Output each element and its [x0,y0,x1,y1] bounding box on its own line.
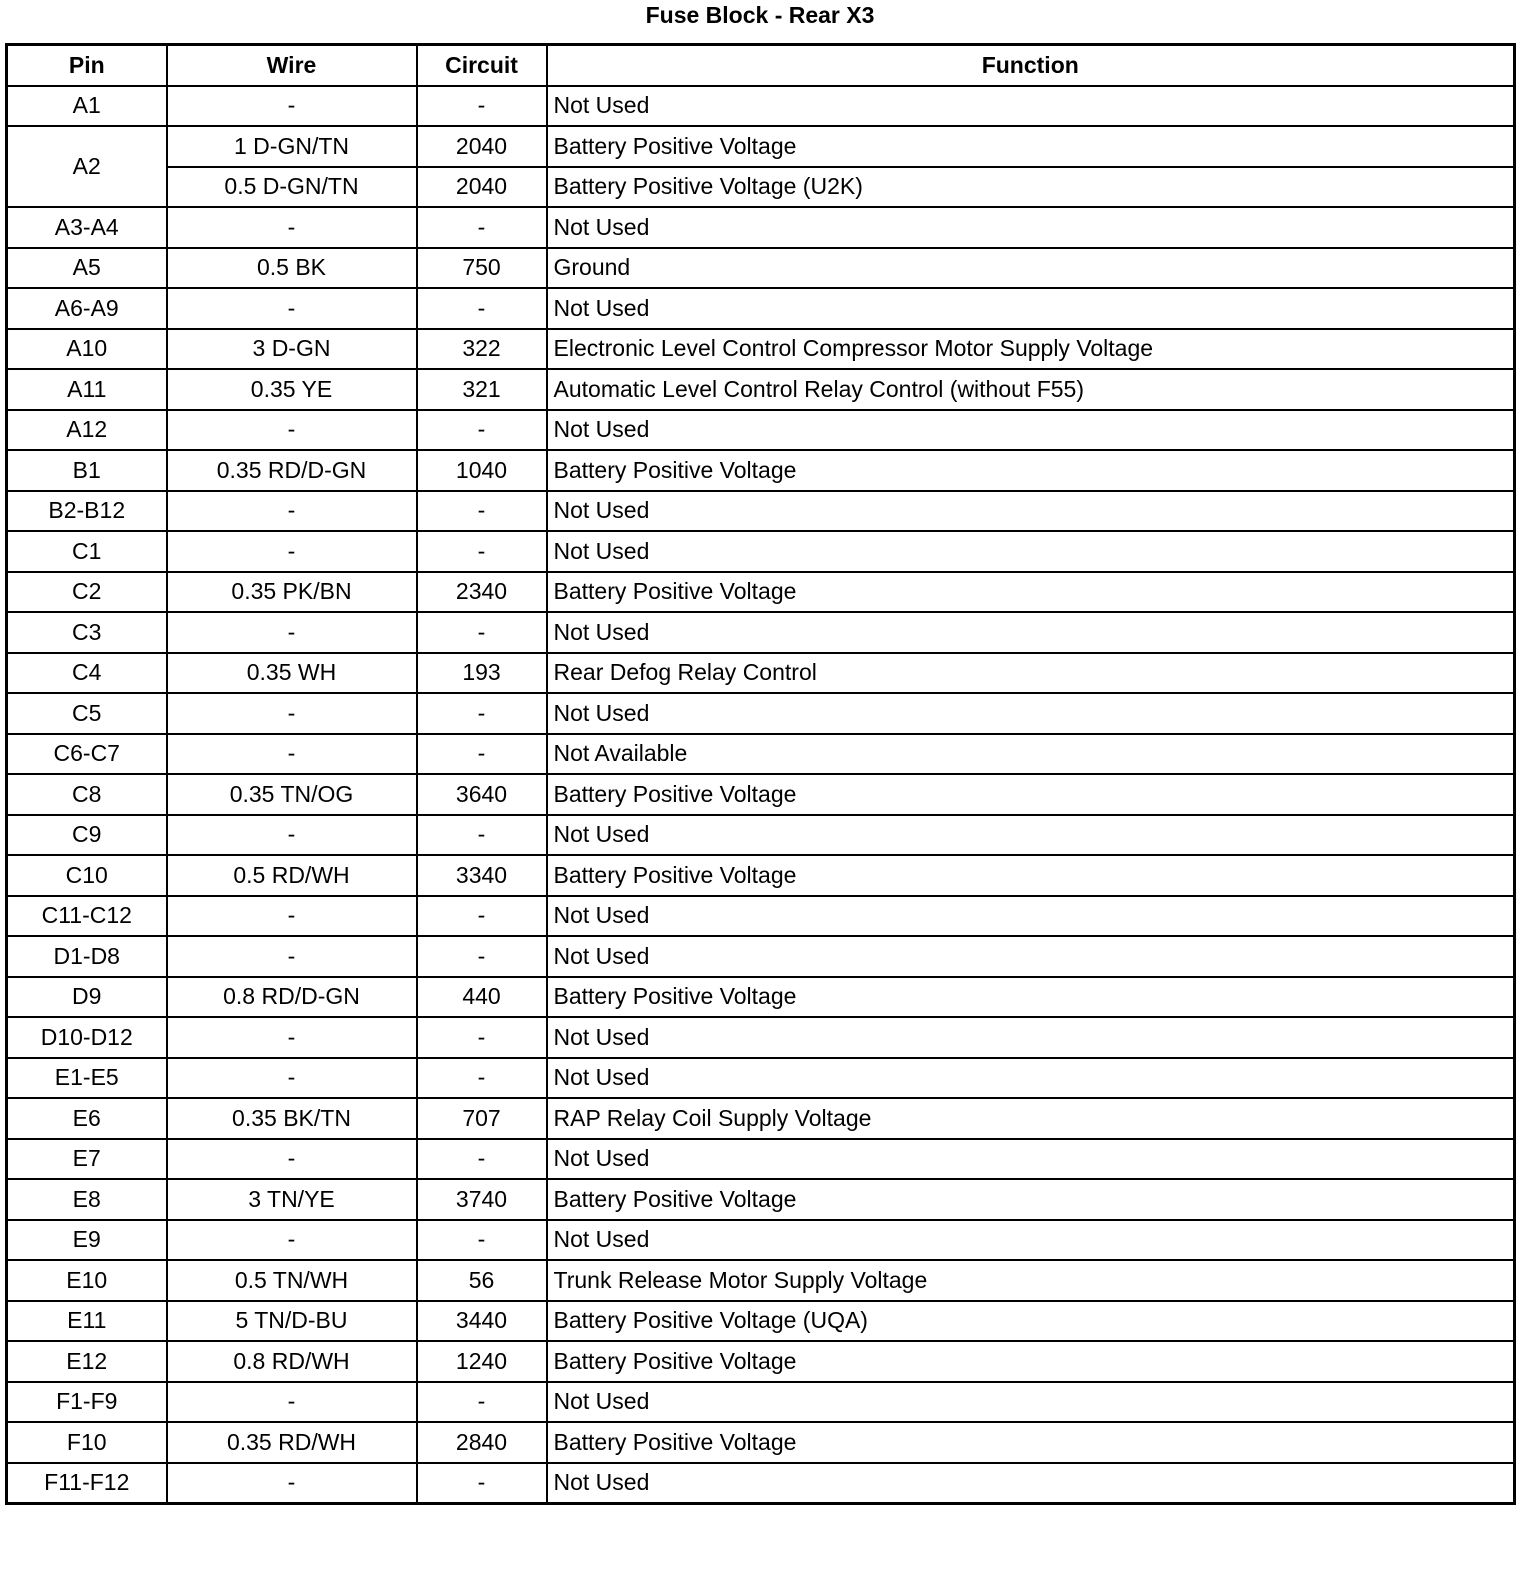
function-cell: Not Available [547,734,1515,775]
wire-cell: 0.35 YE [167,369,417,410]
function-cell: Battery Positive Voltage [547,572,1515,613]
circuit-cell: - [417,1058,547,1099]
pin-cell: C9 [7,815,167,856]
pin-cell: A5 [7,248,167,289]
pin-cell: C5 [7,693,167,734]
circuit-cell: - [417,1220,547,1261]
function-cell: Not Used [547,693,1515,734]
wire-cell: - [167,1058,417,1099]
function-cell: Not Used [547,531,1515,572]
pinout-table [5,43,1516,1505]
wire-cell: - [167,491,417,532]
circuit-cell: 3340 [417,855,547,896]
function-cell: Not Used [547,612,1515,653]
function-cell: Not Used [547,1463,1515,1504]
pin-cell: E1-E5 [7,1058,167,1099]
wire-cell: 0.5 RD/WH [167,855,417,896]
table-row [7,329,1515,370]
circuit-cell: - [417,936,547,977]
header-circuit: Circuit [417,45,547,86]
wire-cell: - [167,410,417,451]
circuit-cell: 750 [417,248,547,289]
function-cell: Not Used [547,491,1515,532]
circuit-cell: 2340 [417,572,547,613]
wire-cell: - [167,207,417,248]
pin-cell: C6-C7 [7,734,167,775]
pin-cell: E9 [7,1220,167,1261]
pin-cell: A10 [7,329,167,370]
function-cell: Not Used [547,1382,1515,1423]
function-cell: Automatic Level Control Relay Control (without F55) [547,369,1515,410]
function-cell: Not Used [547,1017,1515,1058]
circuit-cell: 322 [417,329,547,370]
table-row [7,207,1515,248]
table-row [7,1058,1515,1099]
wire-cell: 3 D-GN [167,329,417,370]
circuit-cell: - [417,410,547,451]
circuit-cell: - [417,1463,547,1504]
circuit-cell: 2840 [417,1422,547,1463]
function-cell: Not Used [547,207,1515,248]
table-row [7,1260,1515,1301]
table-row [7,1017,1515,1058]
pin-cell: C11-C12 [7,896,167,937]
wire-cell: 0.8 RD/D-GN [167,977,417,1018]
table-row [7,1341,1515,1382]
wire-cell: 0.8 RD/WH [167,1341,417,1382]
circuit-cell: - [417,612,547,653]
pin-cell: C4 [7,653,167,694]
function-cell: Not Used [547,936,1515,977]
function-cell: Electronic Level Control Compressor Motor Supply Voltage [547,329,1515,370]
header-function: Function [547,45,1515,86]
function-cell: Battery Positive Voltage [547,1422,1515,1463]
wire-cell: 0.35 BK/TN [167,1098,417,1139]
header-pin: Pin [7,45,167,86]
table-row [7,1301,1515,1342]
table-row [7,693,1515,734]
pin-cell: E12 [7,1341,167,1382]
circuit-cell: 321 [417,369,547,410]
pin-cell: B2-B12 [7,491,167,532]
function-cell: Battery Positive Voltage [547,126,1515,167]
wire-cell: 0.35 TN/OG [167,774,417,815]
wire-cell: - [167,896,417,937]
pin-cell: E7 [7,1139,167,1180]
circuit-cell: - [417,1139,547,1180]
table-row [7,491,1515,532]
function-cell: Not Used [547,815,1515,856]
function-cell: Battery Positive Voltage [547,774,1515,815]
function-cell: Not Used [547,896,1515,937]
function-cell: Rear Defog Relay Control [547,653,1515,694]
table-row [7,936,1515,977]
pin-cell: E8 [7,1179,167,1220]
wire-cell: - [167,1139,417,1180]
wire-cell: 0.5 TN/WH [167,1260,417,1301]
function-cell: Not Used [547,288,1515,329]
circuit-cell: 193 [417,653,547,694]
circuit-cell: 2040 [417,167,547,208]
pin-cell: E10 [7,1260,167,1301]
circuit-cell: - [417,288,547,329]
function-cell: Trunk Release Motor Supply Voltage [547,1260,1515,1301]
function-cell: Battery Positive Voltage (UQA) [547,1301,1515,1342]
table-row [7,774,1515,815]
pin-cell: B1 [7,450,167,491]
wire-cell: 0.35 WH [167,653,417,694]
circuit-cell: - [417,491,547,532]
circuit-cell: 3640 [417,774,547,815]
circuit-cell: - [417,531,547,572]
wire-cell: 0.35 PK/BN [167,572,417,613]
circuit-cell: 707 [417,1098,547,1139]
table-row [7,288,1515,329]
wire-cell: - [167,1017,417,1058]
function-cell: Battery Positive Voltage [547,1179,1515,1220]
circuit-cell: 2040 [417,126,547,167]
function-cell: Battery Positive Voltage [547,450,1515,491]
function-cell: Not Used [547,1058,1515,1099]
table-row [7,855,1515,896]
pin-cell: C10 [7,855,167,896]
pin-cell: E11 [7,1301,167,1342]
table-body [7,86,1515,1504]
pin-cell: D9 [7,977,167,1018]
wire-cell: - [167,612,417,653]
circuit-cell: - [417,896,547,937]
wire-cell: 3 TN/YE [167,1179,417,1220]
pin-cell: C2 [7,572,167,613]
pin-cell: C3 [7,612,167,653]
function-cell: Ground [547,248,1515,289]
table-row [7,369,1515,410]
table-row [7,1179,1515,1220]
circuit-cell: - [417,693,547,734]
function-cell: Not Used [547,86,1515,127]
pin-cell: D1-D8 [7,936,167,977]
function-cell: Battery Positive Voltage (U2K) [547,167,1515,208]
function-cell: Not Used [547,1220,1515,1261]
function-cell: Not Used [547,410,1515,451]
table-row [7,126,1515,167]
function-cell: Battery Positive Voltage [547,1341,1515,1382]
circuit-cell: - [417,207,547,248]
table-row [7,450,1515,491]
pin-cell: A12 [7,410,167,451]
wire-cell: 0.5 BK [167,248,417,289]
table-row [7,734,1515,775]
pin-cell: C1 [7,531,167,572]
pin-cell: A1 [7,86,167,127]
pin-cell: F1-F9 [7,1382,167,1423]
pin-cell: E6 [7,1098,167,1139]
circuit-cell: 3740 [417,1179,547,1220]
table-row [7,977,1515,1018]
circuit-cell: 1040 [417,450,547,491]
table-row [7,1463,1515,1504]
table-row [7,896,1515,937]
table-header-row [7,45,1515,86]
function-cell: Battery Positive Voltage [547,977,1515,1018]
circuit-cell: 3440 [417,1301,547,1342]
table-row [7,653,1515,694]
table-row [7,1098,1515,1139]
function-cell: RAP Relay Coil Supply Voltage [547,1098,1515,1139]
circuit-cell: - [417,815,547,856]
circuit-cell: 1240 [417,1341,547,1382]
wire-cell: - [167,734,417,775]
table-row [7,248,1515,289]
wire-cell: 0.35 RD/D-GN [167,450,417,491]
table-row [7,410,1515,451]
table-row [7,1139,1515,1180]
pin-cell: A11 [7,369,167,410]
wire-cell: - [167,693,417,734]
pin-cell: F11-F12 [7,1463,167,1504]
header-wire: Wire [167,45,417,86]
wire-cell: 0.35 RD/WH [167,1422,417,1463]
pin-cell: F10 [7,1422,167,1463]
circuit-cell: - [417,1017,547,1058]
circuit-cell: 56 [417,1260,547,1301]
table-row [7,531,1515,572]
wire-cell: - [167,1382,417,1423]
function-cell: Battery Positive Voltage [547,855,1515,896]
wire-cell: 1 D-GN/TN [167,126,417,167]
pin-cell: D10-D12 [7,1017,167,1058]
wire-cell: - [167,1220,417,1261]
function-cell: Not Used [547,1139,1515,1180]
wire-cell: 5 TN/D-BU [167,1301,417,1342]
circuit-cell: 440 [417,977,547,1018]
table-row [7,1422,1515,1463]
table-row [7,1220,1515,1261]
document-title: Fuse Block - Rear X3 [645,2,875,28]
wire-cell: - [167,86,417,127]
circuit-cell: - [417,1382,547,1423]
circuit-cell: - [417,86,547,127]
wire-cell: - [167,815,417,856]
wire-cell: - [167,288,417,329]
table-row [7,612,1515,653]
wire-cell: - [167,531,417,572]
wire-cell: - [167,936,417,977]
pin-cell: A2 [7,126,167,207]
table-row [7,167,1515,208]
pin-cell: C8 [7,774,167,815]
pin-cell: A3-A4 [7,207,167,248]
circuit-cell: - [417,734,547,775]
table-row [7,815,1515,856]
wire-cell: - [167,1463,417,1504]
wire-cell: 0.5 D-GN/TN [167,167,417,208]
table-row [7,86,1515,127]
table-row [7,572,1515,613]
table-row [7,1382,1515,1423]
pin-cell: A6-A9 [7,288,167,329]
